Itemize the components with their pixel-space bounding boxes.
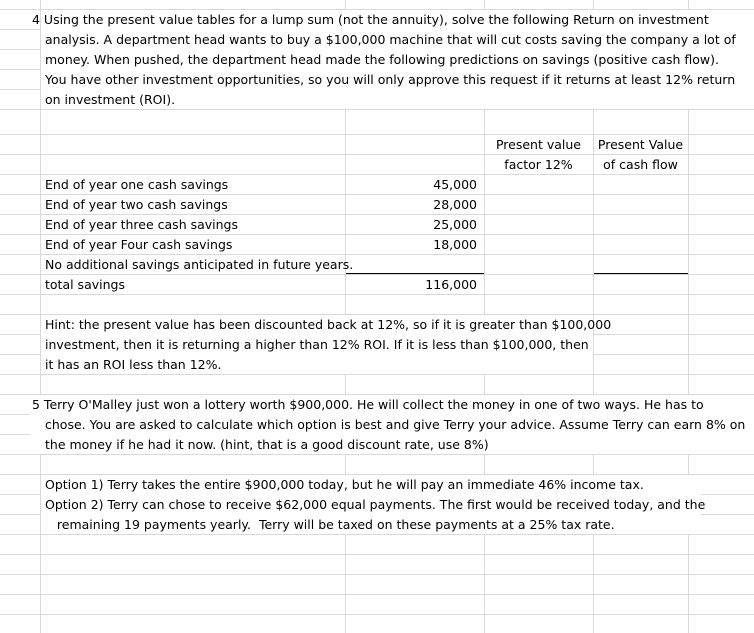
q4-line-5[interactable]: on investment (ROI). [45, 92, 176, 107]
q5-line-2[interactable]: chose. You are asked to calculate which option is best and give Terry your advice. Assume Terry can earn 8% on [45, 417, 746, 432]
row-line [0, 614, 754, 615]
row-value-total-savings[interactable]: 116,000 [425, 277, 477, 292]
q4-line-4[interactable]: You have other investment opportunities, so you will only approve this request if it returns at least 12% return [45, 72, 736, 87]
q4-line-2[interactable]: analysis. A department head wants to buy a $100,000 machine that will cut costs saving the company a lot of [45, 32, 736, 47]
row-label-year-one[interactable]: End of year one cash savings [45, 177, 229, 192]
option-1-text[interactable]: Option 1) Terry takes the entire $900,000 today, but he will pay an immediate 46% income tax. [45, 477, 644, 492]
header-pv-cash-line-2[interactable]: of cash flow [603, 157, 678, 172]
header-pv-factor-line-1[interactable]: Present value [495, 137, 582, 152]
q4-line-1[interactable]: 4 Using the present value tables for a lump sum (not the annuity), solve the following Return on investment [32, 12, 709, 27]
hint-line-3[interactable]: it has an ROI less than 12%. [45, 357, 222, 372]
q5-line-3[interactable]: the money if he had it now. (hint, that is a good discount rate, use 8%) [45, 437, 489, 452]
row-label-year-four[interactable]: End of year Four cash savings [45, 237, 233, 252]
option-2-text[interactable]: Option 2) Terry can chose to receive $62,000 equal payments. The first would be received today, and the [45, 497, 706, 512]
row-value-year-one[interactable]: 45,000 [433, 177, 477, 192]
row-label-year-two[interactable]: End of year two cash savings [45, 197, 228, 212]
row-line [0, 594, 754, 595]
row-value-year-four[interactable]: 18,000 [433, 237, 477, 252]
hint-line-2[interactable]: investment, then it is returning a higher than 12% ROI. If it is less than $100,000, then [45, 337, 589, 352]
option-2-continuation[interactable]: remaining 19 payments yearly. Terry will be taxed on these payments at a 25% tax rate. [45, 517, 615, 532]
row-label-no-additional[interactable]: No additional savings anticipated in future years. [45, 257, 354, 272]
total-savings-underline [346, 273, 484, 274]
q5-line-1[interactable]: 5 Terry O'Malley just won a lottery worth $900,000. He will collect the money in one of two ways. He has to [32, 397, 704, 412]
row-label-total-savings[interactable]: total savings [45, 277, 125, 292]
row-line [0, 554, 754, 555]
row-label-year-three[interactable]: End of year three cash savings [45, 217, 239, 232]
header-pv-cash-line-1[interactable]: Present Value [597, 137, 684, 152]
row-value-year-two[interactable]: 28,000 [433, 197, 477, 212]
row-value-year-three[interactable]: 25,000 [433, 217, 477, 232]
q4-line-3[interactable]: money. When pushed, the department head made the following predictions on savings (positive cash flow). [45, 52, 719, 67]
row-line [0, 574, 754, 575]
header-pv-factor-line-2[interactable]: factor 12% [504, 157, 573, 172]
pv-cash-total-underline [594, 273, 688, 274]
hint-line-1[interactable]: Hint: the present value has been discounted back at 12%, so if it is greater than $100,000 [45, 317, 612, 332]
